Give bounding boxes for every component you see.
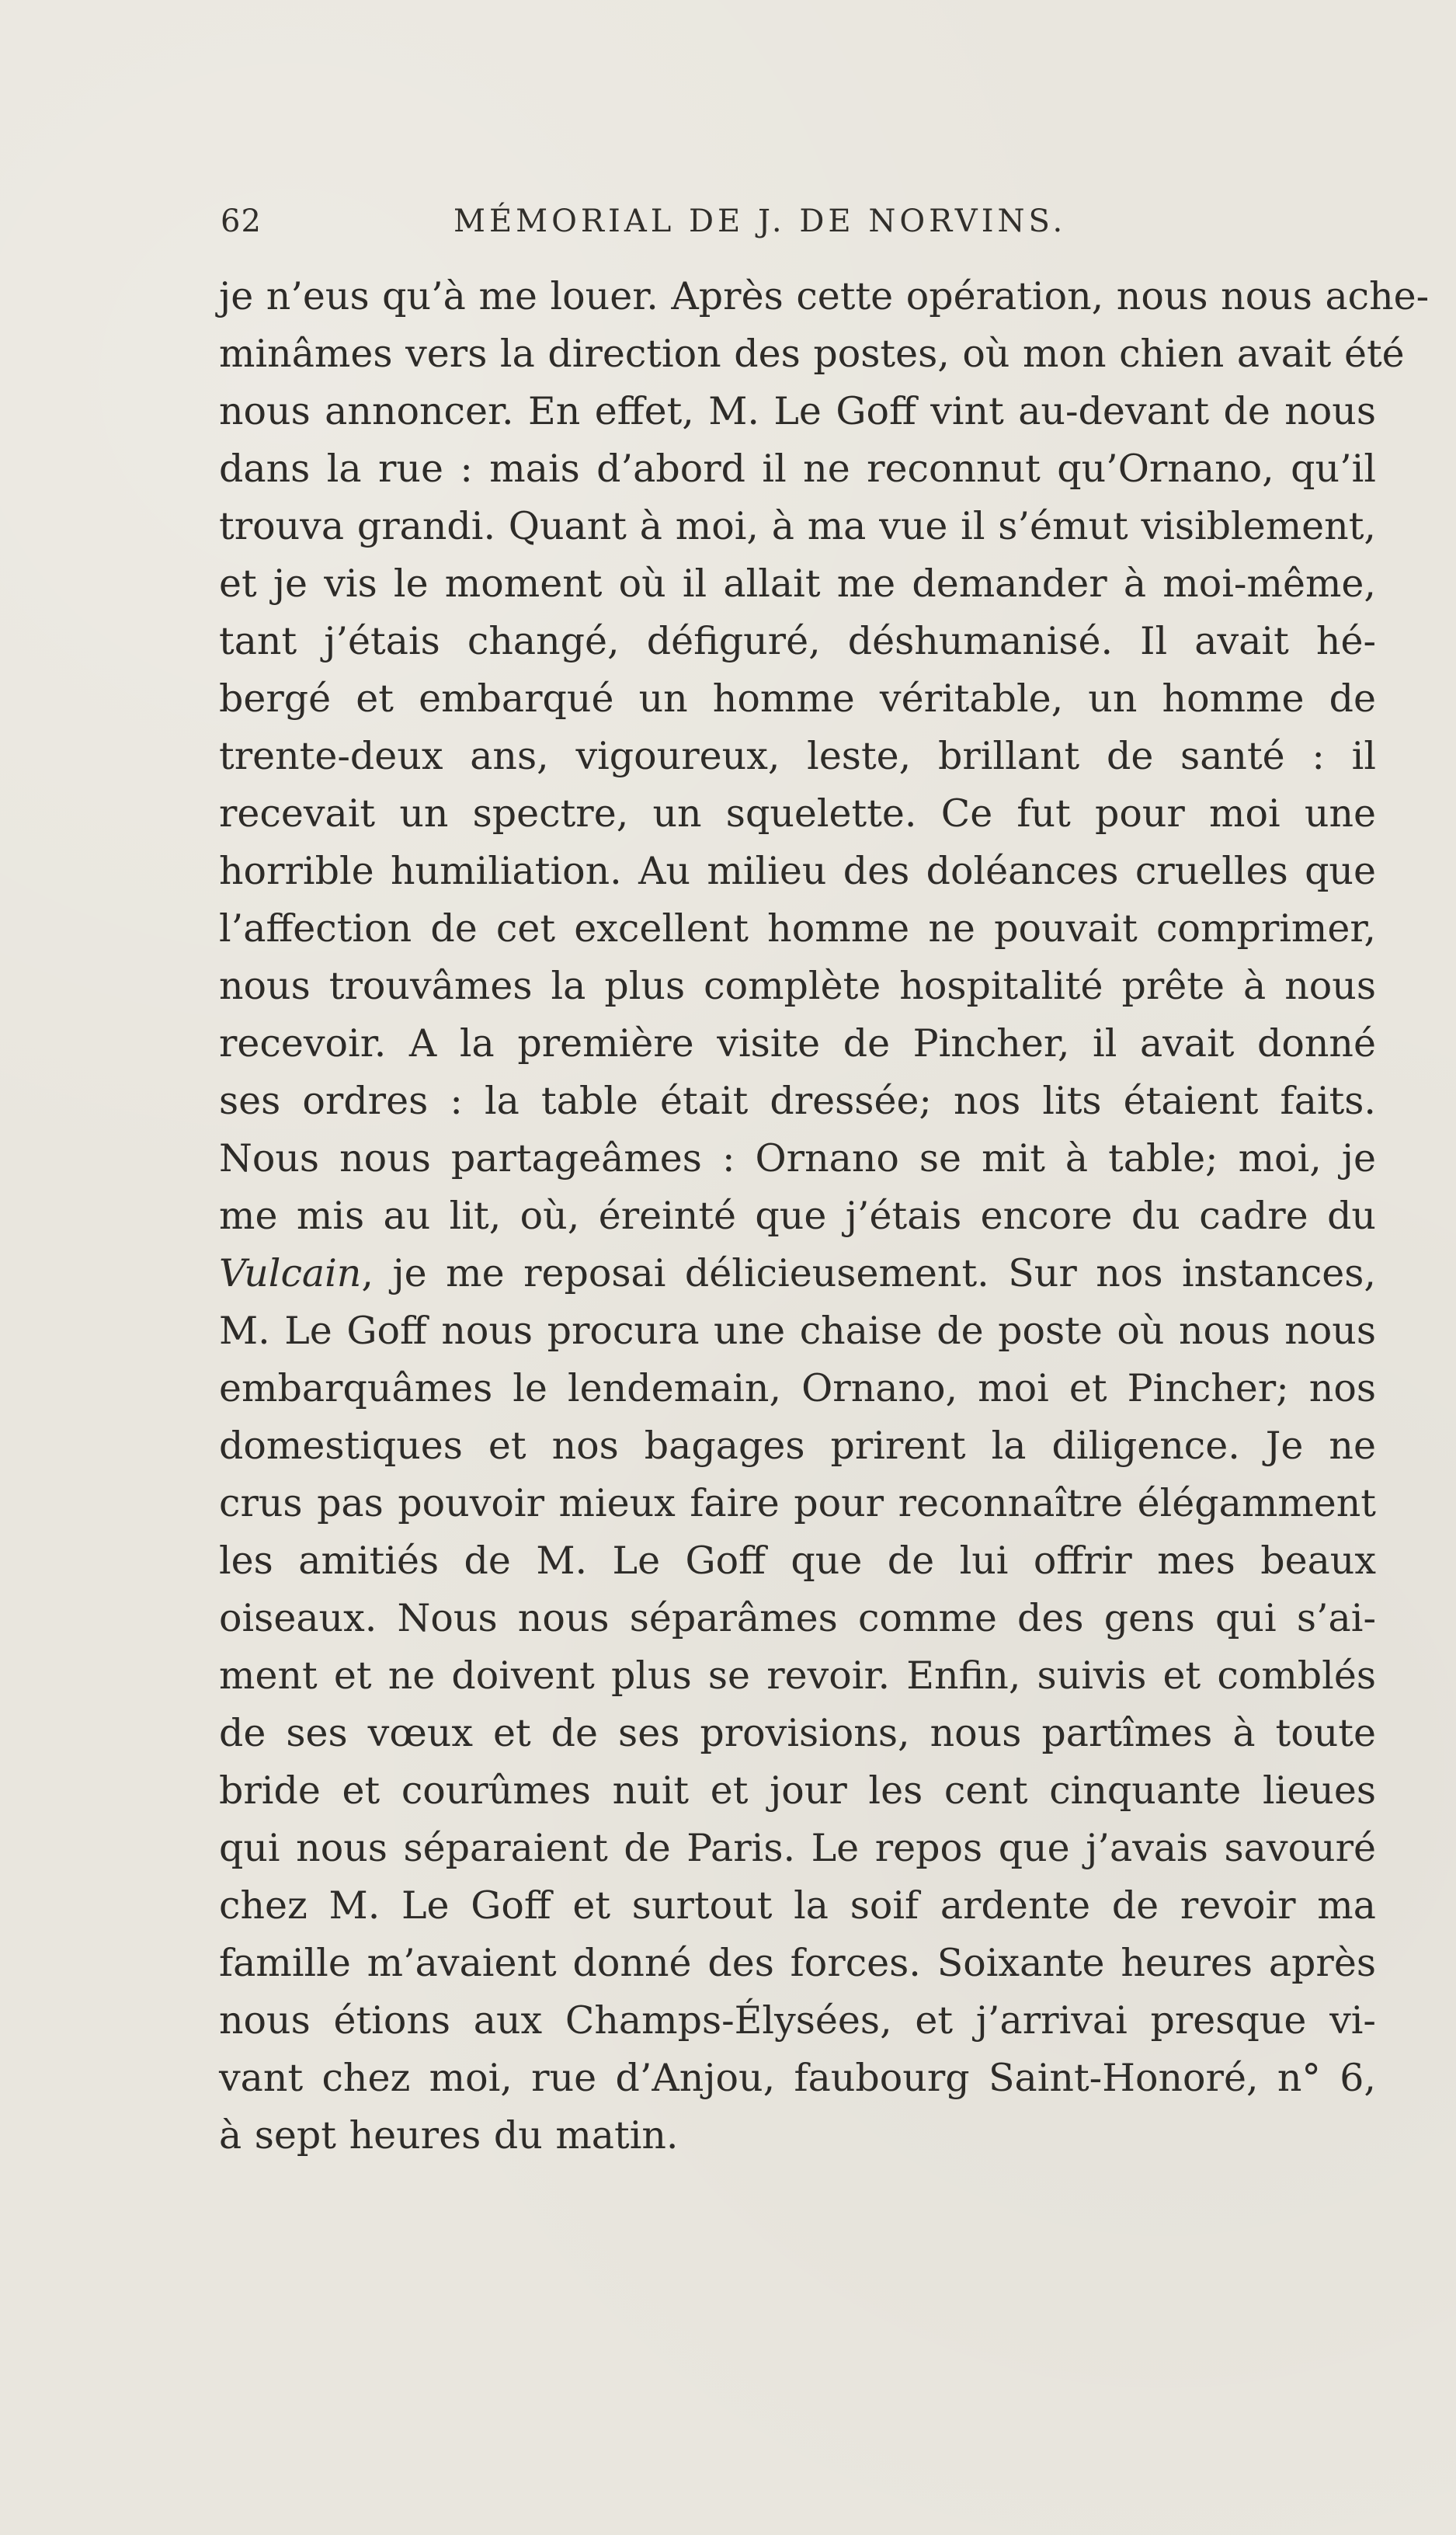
text-line: de ses vœux et de ses provisions, nous partîmes à toute (219, 1711, 1376, 1755)
text-line: nous étions aux Champs-Élysées, et j’arrivai presque vi- (219, 1998, 1376, 2043)
text-line: M. Le Goff nous procura une chaise de poste où nous nous (219, 1309, 1376, 1353)
text-line: chez M. Le Goff et surtout la soif ardente de revoir ma (219, 1883, 1376, 1928)
body-text (219, 268, 1430, 2165)
text-line: crus pas pouvoir mieux faire pour reconnaître élégamment (219, 1481, 1376, 1525)
text-line: trouva grandi. Quant à moi, à ma vue il s’émut visiblement, (219, 504, 1376, 548)
text-line: nous annoncer. En effet, M. Le Goff vint au-devant de nous (219, 389, 1376, 433)
text-line: les amitiés de M. Le Goff que de lui offrir mes beaux (219, 1539, 1376, 1583)
page-header (221, 194, 1121, 241)
text-line: domestiques et nos bagages prirent la diligence. Je ne (219, 1424, 1376, 1468)
text-line: vant chez moi, rue d’Anjou, faubourg Saint-Honoré, n° 6, (219, 2056, 1376, 2100)
text-line: bride et courûmes nuit et jour les cent cinquante lieues (219, 1768, 1376, 1813)
text-line: famille m’avaient donné des forces. Soixante heures après (219, 1941, 1376, 1985)
text-line: bergé et embarqué un homme véritable, un homme de (219, 676, 1376, 721)
text-line: nous trouvâmes la plus complète hospitalité prête à nous (219, 964, 1376, 1008)
text-line: embarquâmes le lendemain, Ornano, moi et Pincher; nos (219, 1366, 1376, 1410)
text-line: ment et ne doivent plus se revoir. Enfin, suivis et comblés (219, 1653, 1376, 1698)
text-line: et je vis le moment où il allait me demander à moi-même, (219, 562, 1376, 606)
line-continuation: , je me reposai délicieusement. Sur nos instances, (361, 1251, 1376, 1295)
text-line: je n’eus qu’à me louer. Après cette opération, nous nous ache- (219, 274, 1430, 318)
text-line: dans la rue : mais d’abord il ne reconnut qu’Ornano, qu’il (219, 447, 1376, 491)
text-line: qui nous séparaient de Paris. Le repos que j’avais savouré (219, 1826, 1376, 1870)
running-title: MÉMORIAL DE J. DE NORVINS. (453, 203, 1067, 239)
text-line: ses ordres : la table était dressée; nos lits étaient faits. (219, 1079, 1376, 1123)
text-line: tant j’étais changé, défiguré, déshumanisé. Il avait hé- (219, 619, 1376, 663)
ship-name-italic: Vulcain (219, 1251, 362, 1295)
text-line: minâmes vers la direction des postes, où mon chien avait été (219, 332, 1405, 376)
text-line: recevoir. A la première visite de Pincher, il avait donné (219, 1021, 1376, 1066)
text-line: horrible humiliation. Au milieu des doléances cruelles que (219, 849, 1376, 893)
page-number: 62 (221, 203, 262, 239)
text-line-last: à sept heures du matin. (219, 2113, 679, 2158)
text-line: oiseaux. Nous nous séparâmes comme des gens qui s’ai- (219, 1596, 1376, 1640)
text-line: l’affection de cet excellent homme ne pouvait comprimer, (219, 906, 1376, 951)
text-line-with-italic-title (219, 1245, 1376, 1302)
text-line: me mis au lit, où, éreinté que j’étais encore du cadre du (219, 1194, 1376, 1238)
text-line: recevait un spectre, un squelette. Ce fut pour moi une (219, 791, 1376, 836)
text-line: trente-deux ans, vigoureux, leste, brillant de santé : il (219, 734, 1376, 778)
text-line: Nous nous partageâmes : Ornano se mit à table; moi, je (219, 1136, 1376, 1181)
